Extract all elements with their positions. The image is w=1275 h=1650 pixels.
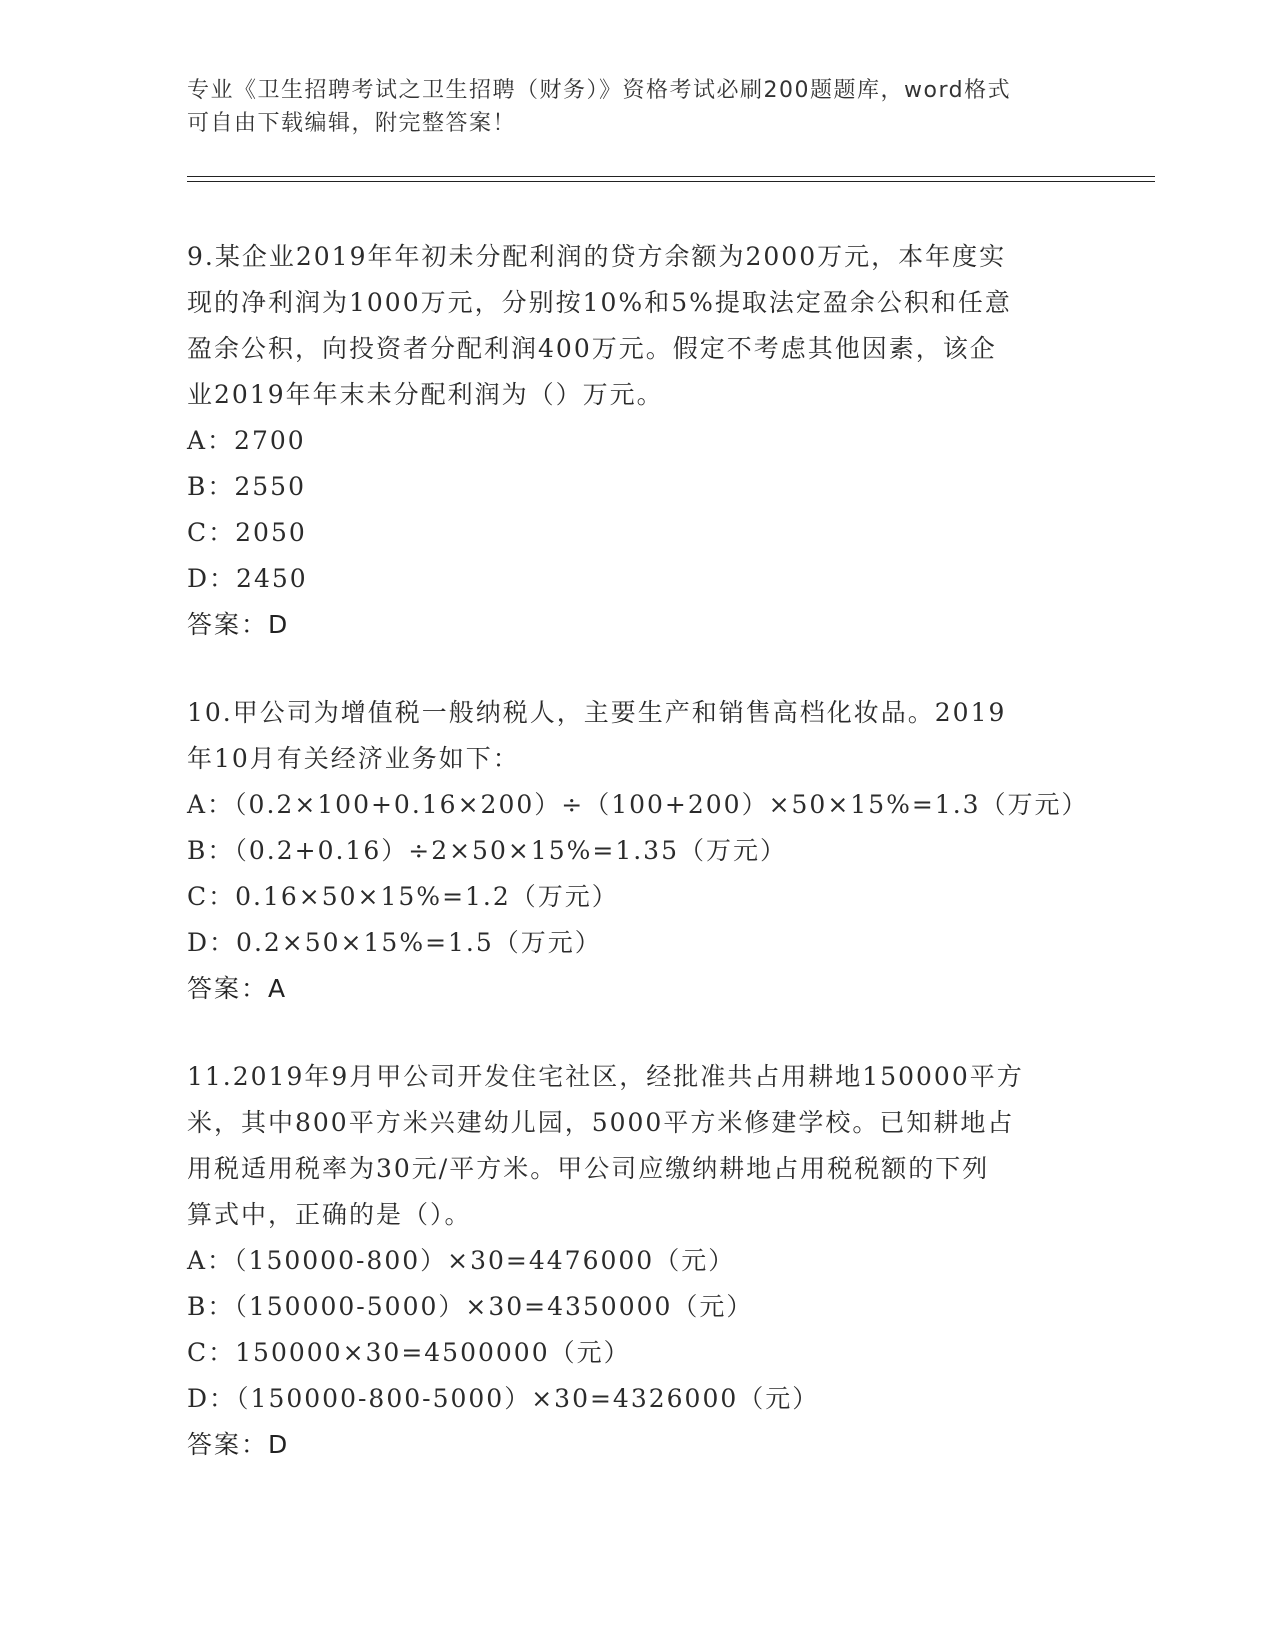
option-d: D：（150000-800-5000）×30=4326000（元）: [187, 1384, 820, 1413]
option-c: C：2050: [187, 518, 307, 547]
option-c: C：0.16×50×15%=1.2（万元）: [187, 882, 619, 911]
question-text-line: 10.甲公司为增值税一般纳税人，主要生产和销售高档化妆品。2019: [187, 698, 1007, 727]
header-line-1: 专业《卫生招聘考试之卫生招聘（财务）》资格考试必刷200题题库，word格式: [187, 78, 1012, 103]
question-text-line: 9.某企业2019年年初未分配利润的贷方余额为2000万元，本年度实: [187, 242, 1007, 271]
header-line-2: 可自由下载编辑，附完整答案！: [187, 111, 517, 136]
question-11: [187, 1054, 1077, 1468]
option-b: B：（150000-5000）×30=4350000（元）: [187, 1292, 754, 1321]
answer-line: 答案：D: [187, 1430, 290, 1459]
question-text-line: 业2019年年末未分配利润为（）万元。: [187, 380, 664, 409]
question-text-line: 11.2019年9月甲公司开发住宅社区，经批准共占用耕地150000平方: [187, 1062, 1024, 1091]
question-text-line: 用税适用税率为30元/平方米。甲公司应缴纳耕地占用税税额的下列: [187, 1154, 990, 1183]
option-c: C：150000×30=4500000（元）: [187, 1338, 631, 1367]
question-text-line: 现的净利润为1000万元，分别按10%和5%提取法定盈余公积和任意: [187, 288, 1012, 317]
option-b: B：2550: [187, 472, 306, 501]
document-header: [187, 74, 1067, 140]
header-divider-bottom: [187, 181, 1155, 182]
option-a: A：（0.2×100+0.16×200）÷（100+200）×50×15%=1.3（万元）: [187, 790, 1089, 819]
option-d: D：0.2×50×15%=1.5（万元）: [187, 928, 602, 957]
option-a: A：（150000-800）×30=4476000（元）: [187, 1246, 736, 1275]
option-d: D：2450: [187, 564, 308, 593]
question-text-line: 算式中，正确的是（）。: [187, 1200, 472, 1229]
question-text-line: 盈余公积，向投资者分配利润400万元。假定不考虑其他因素，该企: [187, 334, 997, 363]
header-divider-top: [187, 176, 1155, 177]
answer-line: 答案：A: [187, 974, 288, 1003]
question-9: [187, 234, 1077, 648]
option-a: A：2700: [187, 426, 306, 455]
question-text-line: 米，其中800平方米兴建幼儿园，5000平方米修建学校。已知耕地占: [187, 1108, 1015, 1137]
question-10: [187, 690, 1089, 1012]
answer-line: 答案：D: [187, 610, 290, 639]
option-b: B：（0.2+0.16）÷2×50×15%=1.35（万元）: [187, 836, 787, 865]
question-text-line: 年10月有关经济业务如下：: [187, 744, 520, 773]
